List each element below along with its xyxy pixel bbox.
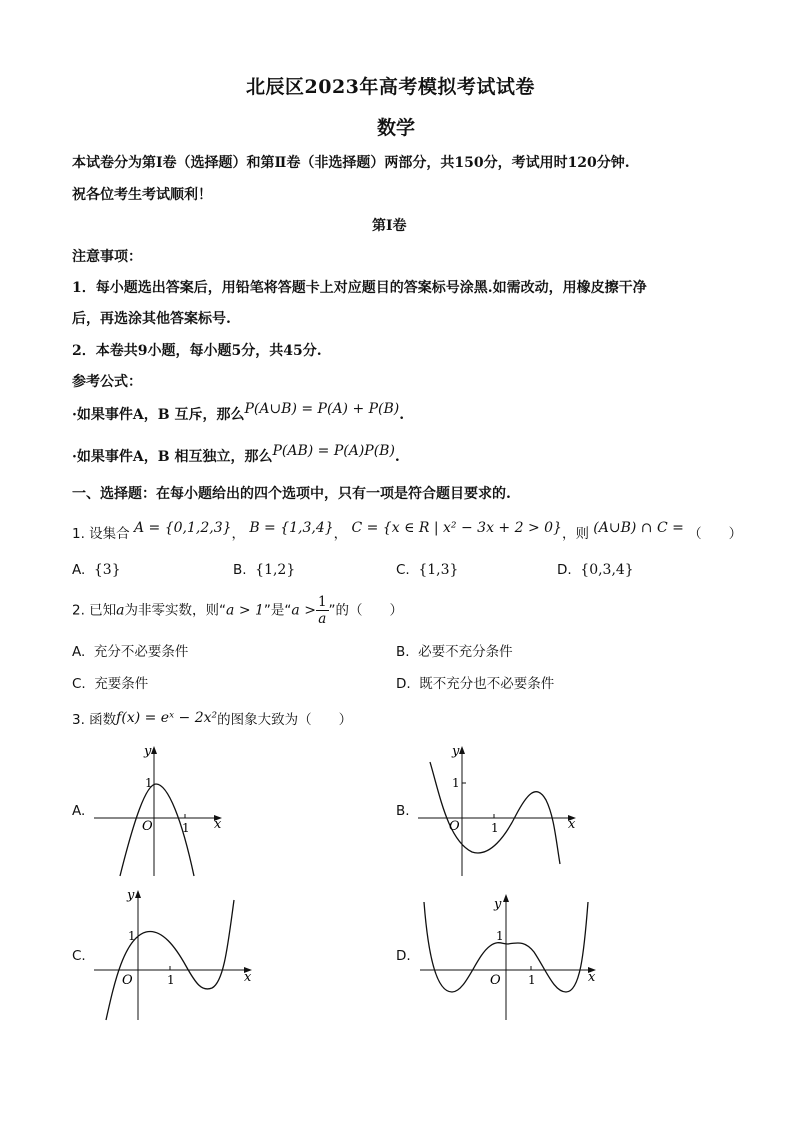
q1-set-b: B = {1,3,4} bbox=[249, 520, 334, 536]
q1-suffix: ，则 bbox=[561, 526, 589, 542]
graph-b-x-tick-label: 1 bbox=[491, 821, 499, 835]
q2-option-d-value: 既不充分也不必要条件 bbox=[419, 676, 555, 692]
intro-line-1: 本试卷分为第Ⅰ卷（选择题）和第Ⅱ卷（非选择题）两部分，共150分，考试用时120分钟. bbox=[72, 155, 630, 171]
graph-d-x-tick-label: 1 bbox=[528, 973, 536, 987]
q2-mid: 为非零实数，则“ bbox=[124, 602, 227, 619]
graph-c-x-tick-label: 1 bbox=[167, 973, 175, 987]
graph-d[interactable] bbox=[414, 884, 604, 1024]
graph-b-y-label: y bbox=[452, 744, 460, 759]
q2-suffix: ”的（ ） bbox=[328, 602, 404, 619]
q2-cond2: a > bbox=[291, 602, 316, 619]
q1-option-c-value: {1,3} bbox=[418, 562, 459, 578]
q2-prefix: 2. 已知 bbox=[72, 602, 117, 619]
graph-d-y-arrow bbox=[503, 894, 509, 902]
graph-c-label[interactable]: C. bbox=[72, 948, 86, 964]
graph-a-y-arrow bbox=[151, 746, 157, 754]
q2-option-c-label: C. bbox=[72, 676, 86, 692]
question-1: 1. 设集合 A = {0,1,2,3}， B = {1,3,4}， C = {x ∈ R | x² − 3x + 2 > 0}，则 (A∪B) ∩ C = （ ） bbox=[72, 520, 743, 542]
q1-option-a-label: A. bbox=[72, 562, 86, 578]
graph-a-label[interactable]: A. bbox=[72, 803, 86, 819]
q3-suffix: 的图象大致为（ ） bbox=[217, 712, 353, 728]
q2-option-d[interactable] bbox=[396, 672, 554, 692]
q1-prefix: 1. 设集合 bbox=[72, 526, 130, 542]
q2-frac-den: a bbox=[318, 611, 327, 627]
notes-item-2: 2．本卷共9小题，每小题5分，共45分. bbox=[72, 343, 322, 359]
graph-a-x-label: x bbox=[214, 817, 222, 832]
formula-1-period: . bbox=[399, 407, 405, 423]
q1-option-b-label: B. bbox=[233, 562, 247, 578]
formula-2 bbox=[72, 443, 400, 466]
graph-a-y-label: y bbox=[144, 744, 152, 759]
graph-a-y-tick-label: 1 bbox=[145, 776, 153, 790]
q1-expr: (A∪B) ∩ C = bbox=[593, 520, 684, 536]
graph-c-y-arrow bbox=[135, 890, 141, 898]
section-1-heading: 一、选择题：在每小题给出的四个选项中，只有一项是符合题目要求的. bbox=[72, 486, 511, 502]
graph-d-origin: O bbox=[490, 973, 501, 988]
q2-option-b-label: B. bbox=[396, 644, 410, 660]
q3-prefix: 3. 函数 bbox=[72, 712, 117, 728]
notes-heading: 注意事项： bbox=[72, 249, 142, 265]
formula-2-math: P(AB) = P(A)P(B) bbox=[272, 443, 395, 459]
formula-1-math: P(A∪B) = P(A) + P(B) bbox=[244, 401, 400, 417]
q1-option-d[interactable] bbox=[557, 562, 634, 578]
q1-paren: （ ） bbox=[688, 526, 743, 542]
graph-a-origin: O bbox=[142, 819, 153, 834]
q2-option-a-value: 充分不必要条件 bbox=[93, 644, 189, 660]
graph-d-y-tick-label: 1 bbox=[496, 929, 504, 943]
graph-d-y-label: y bbox=[494, 897, 502, 912]
q2-mid2: ”是“ bbox=[263, 602, 292, 619]
graph-c-y-tick-label: 1 bbox=[128, 929, 136, 943]
graph-a[interactable] bbox=[90, 740, 230, 880]
q2-option-b-value: 必要不充分条件 bbox=[418, 644, 513, 660]
q1-option-c[interactable] bbox=[396, 562, 458, 578]
q2-fraction bbox=[316, 594, 329, 627]
notes-item-1-line-2: 后，再选涂其他答案标号. bbox=[72, 311, 231, 327]
graph-d-label[interactable]: D. bbox=[396, 948, 411, 964]
q1-option-d-value: {0,3,4} bbox=[580, 562, 634, 578]
graph-b[interactable] bbox=[414, 740, 584, 880]
exam-title: 北辰区2023年高考模拟考试试卷 bbox=[246, 76, 535, 98]
q1-option-b[interactable] bbox=[233, 562, 295, 578]
q1-option-c-label: C. bbox=[396, 562, 410, 578]
graph-d-x-label: x bbox=[588, 970, 596, 985]
q2-option-d-label: D. bbox=[396, 676, 411, 692]
q1-option-d-label: D. bbox=[557, 562, 572, 578]
q3-func: f(x) = eˣ − 2x² bbox=[116, 710, 218, 726]
q2-option-c[interactable] bbox=[72, 672, 148, 692]
subject-title: 数学 bbox=[377, 117, 416, 139]
q1-set-a: A = {0,1,2,3} bbox=[133, 520, 232, 536]
graph-c-origin: O bbox=[122, 973, 133, 988]
q1-option-a-value: {3} bbox=[93, 562, 121, 578]
formula-1 bbox=[72, 401, 405, 424]
formula-heading: 参考公式： bbox=[72, 374, 142, 390]
graph-a-x-tick-label: 1 bbox=[182, 821, 190, 835]
graph-b-y-arrow bbox=[459, 746, 465, 754]
graph-b-curve bbox=[430, 762, 560, 864]
part-label: 第Ⅰ卷 bbox=[372, 218, 407, 234]
graph-c-x-label: x bbox=[244, 970, 252, 985]
q1-option-b-value: {1,2} bbox=[255, 562, 296, 578]
graph-c-curve bbox=[106, 900, 234, 1020]
q2-option-b[interactable] bbox=[396, 640, 513, 660]
q2-option-a-label: A. bbox=[72, 644, 86, 660]
q2-cond1: a > 1 bbox=[226, 602, 264, 619]
formula-2-text: ·如果事件A，B 相互独立，那么 bbox=[72, 449, 273, 465]
formula-1-text: ·如果事件A，B 互斥，那么 bbox=[72, 407, 245, 423]
graph-b-label[interactable]: B. bbox=[396, 803, 410, 819]
q1-option-a[interactable] bbox=[72, 562, 121, 578]
graph-c-y-label: y bbox=[127, 888, 135, 903]
q2-option-a[interactable] bbox=[72, 640, 188, 660]
graph-b-x-label: x bbox=[568, 817, 576, 832]
graph-b-origin: O bbox=[449, 819, 460, 834]
q2-option-c-value: 充要条件 bbox=[94, 676, 149, 692]
notes-item-1-line-1: 1．每小题选出答案后，用铅笔将答题卡上对应题目的答案标号涂黑.如需改动，用橡皮擦干净 bbox=[72, 280, 647, 296]
intro-line-2: 祝各位考生考试顺利！ bbox=[72, 187, 212, 203]
formula-2-period: . bbox=[394, 449, 400, 465]
question-3 bbox=[72, 708, 352, 728]
q2-var: a bbox=[116, 602, 125, 619]
q1-set-c: C = {x ∈ R | x² − 3x + 2 > 0} bbox=[351, 520, 562, 536]
question-2 bbox=[72, 594, 403, 627]
q2-frac-num: 1 bbox=[317, 594, 327, 610]
graph-b-y-tick-label: 1 bbox=[452, 776, 460, 790]
graph-c[interactable] bbox=[90, 884, 260, 1024]
